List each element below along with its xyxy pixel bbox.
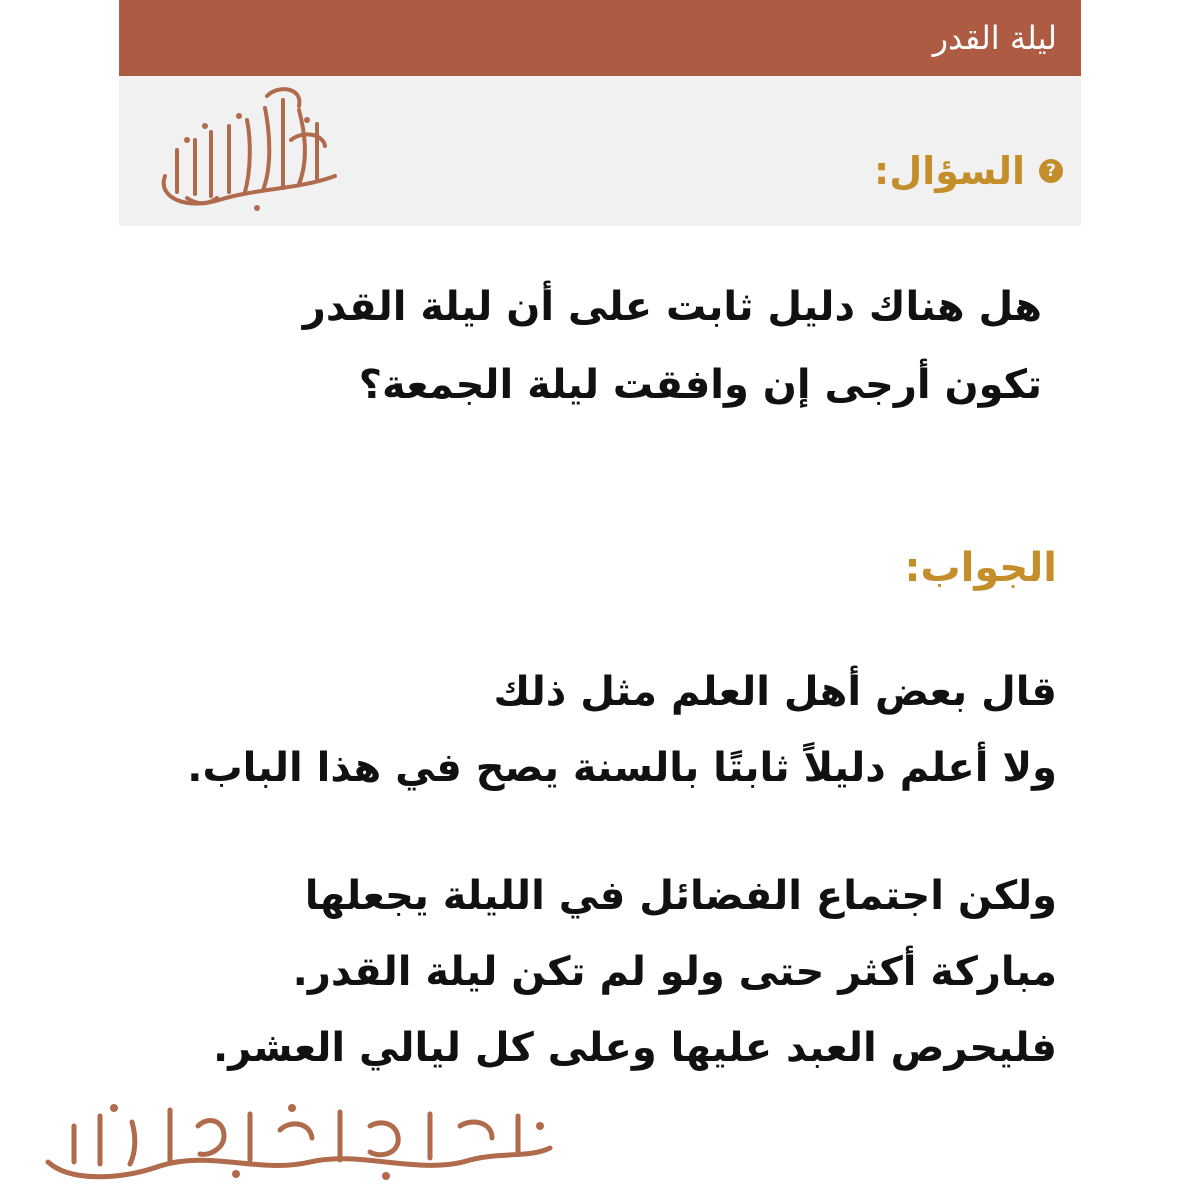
answer-line: مباركة أكثر حتى ولو لم تكن ليلة القدر.: [292, 949, 1057, 995]
answer-paragraph-2: [117, 858, 1057, 1086]
answer-line: فليحرص العبد عليها وعلى كل ليالي العشر.: [213, 1025, 1057, 1071]
answer-line: ولكن اجتماع الفضائل في الليلة يجعلها: [304, 873, 1057, 919]
question-section: [119, 76, 1081, 226]
answer-line: قال بعض أهل العلم مثل ذلك: [493, 669, 1057, 715]
question-label: السؤال:: [874, 149, 1025, 193]
answer-label: الجواب:: [904, 545, 1057, 591]
question-text: [142, 268, 1042, 424]
question-line: تكون أرجى إن وافقت ليلة الجمعة؟: [358, 362, 1042, 408]
answer-line: ولا أعلم دليلاً ثابتًا بالسنة يصح في هذا الباب.: [187, 745, 1057, 791]
header-bar: [119, 0, 1081, 76]
answer-paragraph-1: [117, 654, 1057, 806]
question-line: هل هناك دليل ثابت على أن ليلة القدر: [302, 284, 1042, 330]
question-heading: [874, 146, 1063, 196]
page-title: ليلة القدر: [932, 19, 1057, 57]
calligraphy-signature: [40, 1096, 560, 1186]
question-circle-icon: ?: [1039, 159, 1063, 183]
calligraphy-logo: [147, 80, 347, 220]
